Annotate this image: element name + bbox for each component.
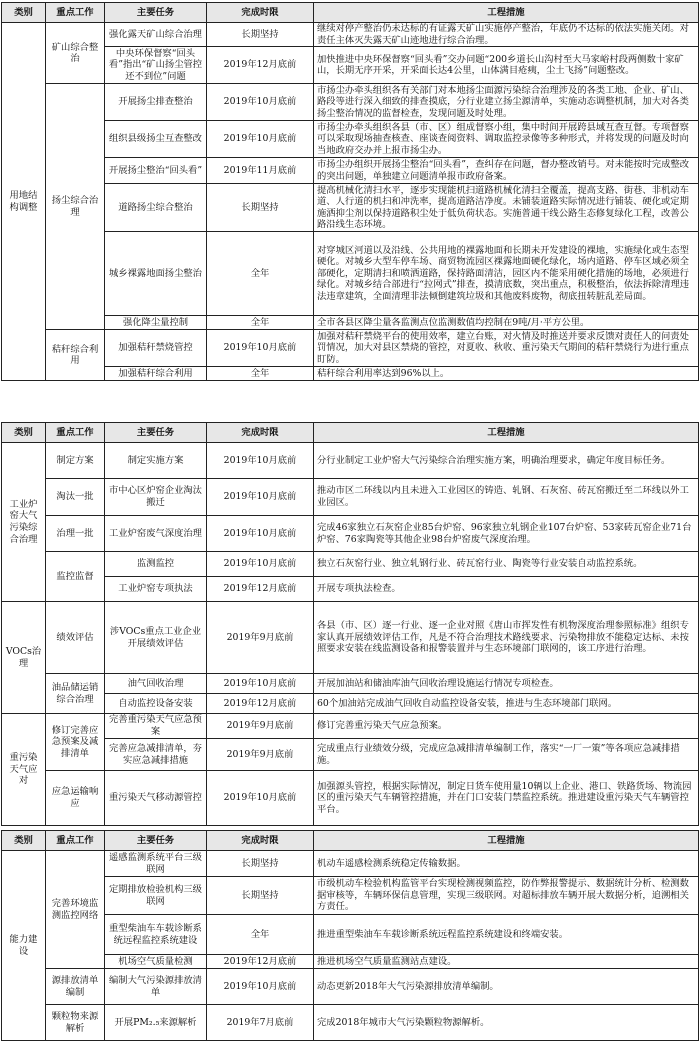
work-cell: 矿山综合整治 xyxy=(46,23,105,84)
task-cell: 油气回收治理 xyxy=(105,674,207,694)
table-row xyxy=(2,771,699,826)
deadline-cell: 全年 xyxy=(207,232,314,316)
measure-cell: 分行业制定工业炉窑大气污染综合治理实施方案，明确治理要求，确定年度目标任务。 xyxy=(314,443,699,479)
table-header-row xyxy=(2,423,699,443)
measure-cell: 完成2018年城市大气污染颗粒物源解析。 xyxy=(314,1005,699,1041)
table-row xyxy=(2,714,699,739)
measure-cell: 市扬尘办牵头组织各有关部门对本地扬尘面源污染综合治理涉及的各类工地、企业、矿山、路段等进行深入细致的排查摸底，分行业建立扬尘源清单，实施动态调整机制，加大对各类扬尘整治情况的监督检查，发现问题及时处理。 xyxy=(314,84,699,121)
measure-cell: 市扬尘办牵头组织各县（市、区）组成督察小组，集中时间开展跨县域互查互督。专项督察可以采取现场抽查核查、座谈查阅资料、调取监控录像等多种形式，并将发现的问题及时向当地政府交办并上报市扬尘办。 xyxy=(314,121,699,158)
table-header-row xyxy=(2,831,699,851)
deadline-cell: 全年 xyxy=(207,367,314,381)
measure-cell: 提高机械化清扫水平，逐步实现能机扫道路机械化清扫全覆盖，提高支路、街巷、非机动车道、人行道的机扫和冲洗率，提高道路洁净度。未铺装道路实际情况进行铺装、硬化或定期施洒抑尘剂以保持道路积尘处于低负荷状态。实施普通干线公路生态修复绿化工程，改善公路沿线生态环境。 xyxy=(314,184,699,232)
deadline-cell: 2019年12月底前 xyxy=(207,47,314,84)
task-cell: 道路扬尘综合整治 xyxy=(105,184,207,232)
table-pollution-control xyxy=(1,422,699,826)
measure-cell: 加快推进中央环保督察“回头看”交办问题“200乡道长山沟村至大马家峪村段两侧数十家矿山，长期无序开采，开采面长达4公里，山体满目疮痍，尘土飞扬”问题整改。 xyxy=(314,47,699,84)
deadline-cell: 全年 xyxy=(207,915,314,955)
task-cell: 强化降尘量控制 xyxy=(105,316,207,330)
deadline-cell: 2019年9月底前 xyxy=(207,714,314,739)
measure-cell: 独立石灰窑行业、独立轧钢行业、砖瓦窑行业、陶瓷等行业安装自动监控系统。 xyxy=(314,552,699,577)
task-cell: 城乡裸露地面扬尘整治 xyxy=(105,232,207,316)
header-deadline: 完成时限 xyxy=(207,831,314,851)
table-row xyxy=(2,955,699,969)
measure-cell: 修订完善重污染天气应急预案。 xyxy=(314,714,699,739)
table-row xyxy=(2,367,699,381)
deadline-cell: 2019年10月底前 xyxy=(207,516,314,552)
task-cell: 开展扬尘排查整治 xyxy=(105,84,207,121)
deadline-cell: 2019年12月底前 xyxy=(207,577,314,602)
header-task: 主要任务 xyxy=(105,3,207,23)
measure-cell: 加强对秸秆禁烧平台的使用效率，建立台账，对火情及时推送并要求反馈对责任人的问责处罚情况，加大对县区禁烧的管控，对夏收、秋收、重污染天气期间的秸秆禁烧行为进行重点盯防。 xyxy=(314,330,699,367)
deadline-cell: 长期坚持 xyxy=(207,184,314,232)
work-cell: 扬尘综合治理 xyxy=(46,84,105,330)
table-row xyxy=(2,184,699,232)
table-row xyxy=(2,23,699,47)
task-cell: 监测监控 xyxy=(105,552,207,577)
task-cell: 强化露天矿山综合治理 xyxy=(105,23,207,47)
measure-cell: 完成重点行业绩效分级，完成应急减排清单编制工作，落实“一厂一策”等各项应急减排措施。 xyxy=(314,739,699,771)
work-cell: 秸秆综合利用 xyxy=(46,330,105,381)
work-cell: 应急运输响应 xyxy=(46,771,105,826)
header-measure: 工程措施 xyxy=(314,423,699,443)
header-measure: 工程措施 xyxy=(314,831,699,851)
table-capacity-building xyxy=(1,830,699,1041)
deadline-cell: 2019年12月底前 xyxy=(207,955,314,969)
task-cell: 市中心区炉窑企业淘汰搬迁 xyxy=(105,479,207,516)
deadline-cell: 2019年10月底前 xyxy=(207,969,314,1005)
table-row xyxy=(2,443,699,479)
table-row xyxy=(2,1005,699,1041)
table-row xyxy=(2,158,699,184)
measure-cell: 完成46家独立石灰窑企业85台炉窑、96家独立轧钢企业107台炉窑、53家砖瓦窑企业71台炉窑、76家陶瓷等其他企业98台炉窑废气深度治理。 xyxy=(314,516,699,552)
task-cell: 自动监控设备安装 xyxy=(105,694,207,714)
table-row xyxy=(2,694,699,714)
header-work: 重点工作 xyxy=(46,831,105,851)
task-cell: 重型柴油车车载诊断系统远程监控系统建设 xyxy=(105,915,207,955)
work-cell: 治理一批 xyxy=(46,516,105,552)
deadline-cell: 长期坚持 xyxy=(207,877,314,915)
deadline-cell: 2019年11月底前 xyxy=(207,158,314,184)
work-cell: 颗粒物来源解析 xyxy=(46,1005,105,1041)
table-row xyxy=(2,330,699,367)
task-cell: 编制大气污染源排放清单 xyxy=(105,969,207,1005)
measure-cell: 市级机动车检验机构监管平台实现检测视频监控，防作弊报警提示、数据统计分析、检测数据审核等，车辆环保信息管理，实现三级联网。对超标排放车辆开展大数据分析，追溯相关方责任。 xyxy=(314,877,699,915)
deadline-cell: 2019年10月底前 xyxy=(207,771,314,826)
measure-cell: 开展专项执法检查。 xyxy=(314,577,699,602)
category-cell: 能力建设 xyxy=(2,851,46,1041)
task-cell: 定期排放检验机构三级联网 xyxy=(105,877,207,915)
deadline-cell: 2019年10月底前 xyxy=(207,121,314,158)
table-header-row xyxy=(2,3,699,23)
header-category: 类别 xyxy=(2,831,46,851)
deadline-cell: 2019年10月底前 xyxy=(207,479,314,516)
deadline-cell: 2019年10月底前 xyxy=(207,330,314,367)
table-land-use xyxy=(1,2,699,381)
measure-cell: 60个加油站完成油气回收自动监控设备安装，推进与生态环境部门联网。 xyxy=(314,694,699,714)
deadline-cell: 2019年10月底前 xyxy=(207,674,314,694)
table-row xyxy=(2,877,699,915)
deadline-cell: 2019年10月底前 xyxy=(207,552,314,577)
task-cell: 开展PM₂.₅来源解析 xyxy=(105,1005,207,1041)
task-cell: 重污染天气移动源管控 xyxy=(105,771,207,826)
measure-cell: 推进重型柴油车车载诊断系统远程监控系统建设和终端安装。 xyxy=(314,915,699,955)
header-work: 重点工作 xyxy=(46,423,105,443)
deadline-cell: 长期坚持 xyxy=(207,23,314,47)
deadline-cell: 2019年9月底前 xyxy=(207,602,314,674)
measure-cell: 推进机场空气质量监测站点建设。 xyxy=(314,955,699,969)
table-row xyxy=(2,577,699,602)
header-deadline: 完成时限 xyxy=(207,3,314,23)
task-cell: 完善重污染天气应急预案 xyxy=(105,714,207,739)
measure-cell: 开展加油站和储油库油气回收治理设施运行情况专项检查。 xyxy=(314,674,699,694)
task-cell: 工业炉窑专项执法 xyxy=(105,577,207,602)
work-cell: 修订完善应急预案及减排清单 xyxy=(46,714,105,771)
measure-cell: 对穿城区河道以及沿线、公共用地的裸露地面和长期未开发建设的裸地，实施绿化或生态型硬化。对城乡大型车停车场、商贸物流园区裸露地面硬化绿化，场内道路、停车区域必须全部硬化，定期清扫和喷洒道路，保持路面清洁，园区内不能采用硬化措施的场地，必须进行绿化。对城乡结合部进行“拉网式”排查，摸清底数，突出重点，积极整治，依法拆除清理违法违章建筑，全面清理非法倾倒建筑垃圾和其他废料废物，彻底扭转脏乱差局面。 xyxy=(314,232,699,316)
header-task: 主要任务 xyxy=(105,831,207,851)
task-cell: 制定实施方案 xyxy=(105,443,207,479)
measure-cell: 市扬尘办组织开展扬尘整治“回头看”，查纠存在问题，督办整改销号。对未能按时完成整改的突出问题，单独建立问题清单报市政府备案。 xyxy=(314,158,699,184)
table-row xyxy=(2,479,699,516)
category-cell: 用地结构调整 xyxy=(2,23,46,381)
header-deadline: 完成时限 xyxy=(207,423,314,443)
table-row xyxy=(2,316,699,330)
deadline-cell: 2019年10月底前 xyxy=(207,443,314,479)
work-cell: 监控监督 xyxy=(46,552,105,602)
work-cell: 绩效评估 xyxy=(46,602,105,674)
table-row xyxy=(2,915,699,955)
work-cell: 完善环境监测监控网络 xyxy=(46,851,105,969)
task-cell: 涉VOCs重点工业企业开展绩效评估 xyxy=(105,602,207,674)
category-cell: VOCs治理 xyxy=(2,602,46,714)
task-cell: 完善应急减排清单，夯实应急减排措施 xyxy=(105,739,207,771)
measure-cell: 机动车遥感检测系统稳定传输数据。 xyxy=(314,851,699,877)
task-cell: 开展扬尘整治“回头看” xyxy=(105,158,207,184)
deadline-cell: 2019年9月底前 xyxy=(207,739,314,771)
table-row xyxy=(2,674,699,694)
task-cell: 中央环保督察“回头看”指出“矿山扬尘管控还不到位”问题 xyxy=(105,47,207,84)
header-measure: 工程措施 xyxy=(314,3,699,23)
table-row xyxy=(2,602,699,674)
measure-cell: 推动市区二环线以内且未进入工业园区的铸造、轧钢、石灰窑、砖瓦窑搬迁至二环线以外工业园区。 xyxy=(314,479,699,516)
task-cell: 遥感监测系统平台三级联网 xyxy=(105,851,207,877)
deadline-cell: 长期坚持 xyxy=(207,851,314,877)
measure-cell: 各县（市、区）逐一行业、逐一企业对照《唐山市挥发性有机物深度治理参照标准》组织专家认真开展绩效评估工作，凡是不符合治理技术路线要求、污染物排放不能稳定达标、未按照要求安装在线监测设备和报警装置并与生态环境部门联网的，该工序进行治理。 xyxy=(314,602,699,674)
task-cell: 组织县级扬尘互查整改 xyxy=(105,121,207,158)
work-cell: 淘汰一批 xyxy=(46,479,105,516)
task-cell: 加强秸秆禁烧管控 xyxy=(105,330,207,367)
task-cell: 工业炉窑废气深度治理 xyxy=(105,516,207,552)
task-cell: 加强秸秆综合利用 xyxy=(105,367,207,381)
task-cell: 机场空气质量检测 xyxy=(105,955,207,969)
header-work: 重点工作 xyxy=(46,3,105,23)
table-row xyxy=(2,232,699,316)
measure-cell: 加强源头管控，根据实际情况，制定日货车使用量10辆以上企业、港口、铁路货场、物流园区的重污染天气车辆管控措施，并在门口安装门禁监控系统。推进建设重污染天气车辆管控平台。 xyxy=(314,771,699,826)
header-task: 主要任务 xyxy=(105,423,207,443)
work-cell: 制定方案 xyxy=(46,443,105,479)
deadline-cell: 2019年12月底前 xyxy=(207,694,314,714)
table-row xyxy=(2,516,699,552)
category-cell: 工业炉窑大气污染综合治理 xyxy=(2,443,46,602)
measure-cell: 全市各县区降尘量各监测点位监测数值均控制在9吨/月·平方公里。 xyxy=(314,316,699,330)
table-row xyxy=(2,969,699,1005)
table-row xyxy=(2,739,699,771)
deadline-cell: 2019年7月底前 xyxy=(207,1005,314,1041)
table-row xyxy=(2,84,699,121)
work-cell: 油品储运销综合治理 xyxy=(46,674,105,714)
table-row xyxy=(2,851,699,877)
table-row xyxy=(2,552,699,577)
measure-cell: 继续对停产整治仍未达标的有证露天矿山实施停产整治，年底仍不达标的依法实施关闭。对责任主体灭失露天矿山迹地进行综合治理。 xyxy=(314,23,699,47)
category-cell: 重污染天气应对 xyxy=(2,714,46,826)
work-cell: 源排放清单编制 xyxy=(46,969,105,1005)
table-row xyxy=(2,121,699,158)
deadline-cell: 2019年10月底前 xyxy=(207,84,314,121)
header-category: 类别 xyxy=(2,423,46,443)
deadline-cell: 全年 xyxy=(207,316,314,330)
measure-cell: 秸秆综合利用率达到96%以上。 xyxy=(314,367,699,381)
measure-cell: 动态更新2018年大气污染源排放清单编制。 xyxy=(314,969,699,1005)
header-category: 类别 xyxy=(2,3,46,23)
table-row xyxy=(2,47,699,84)
